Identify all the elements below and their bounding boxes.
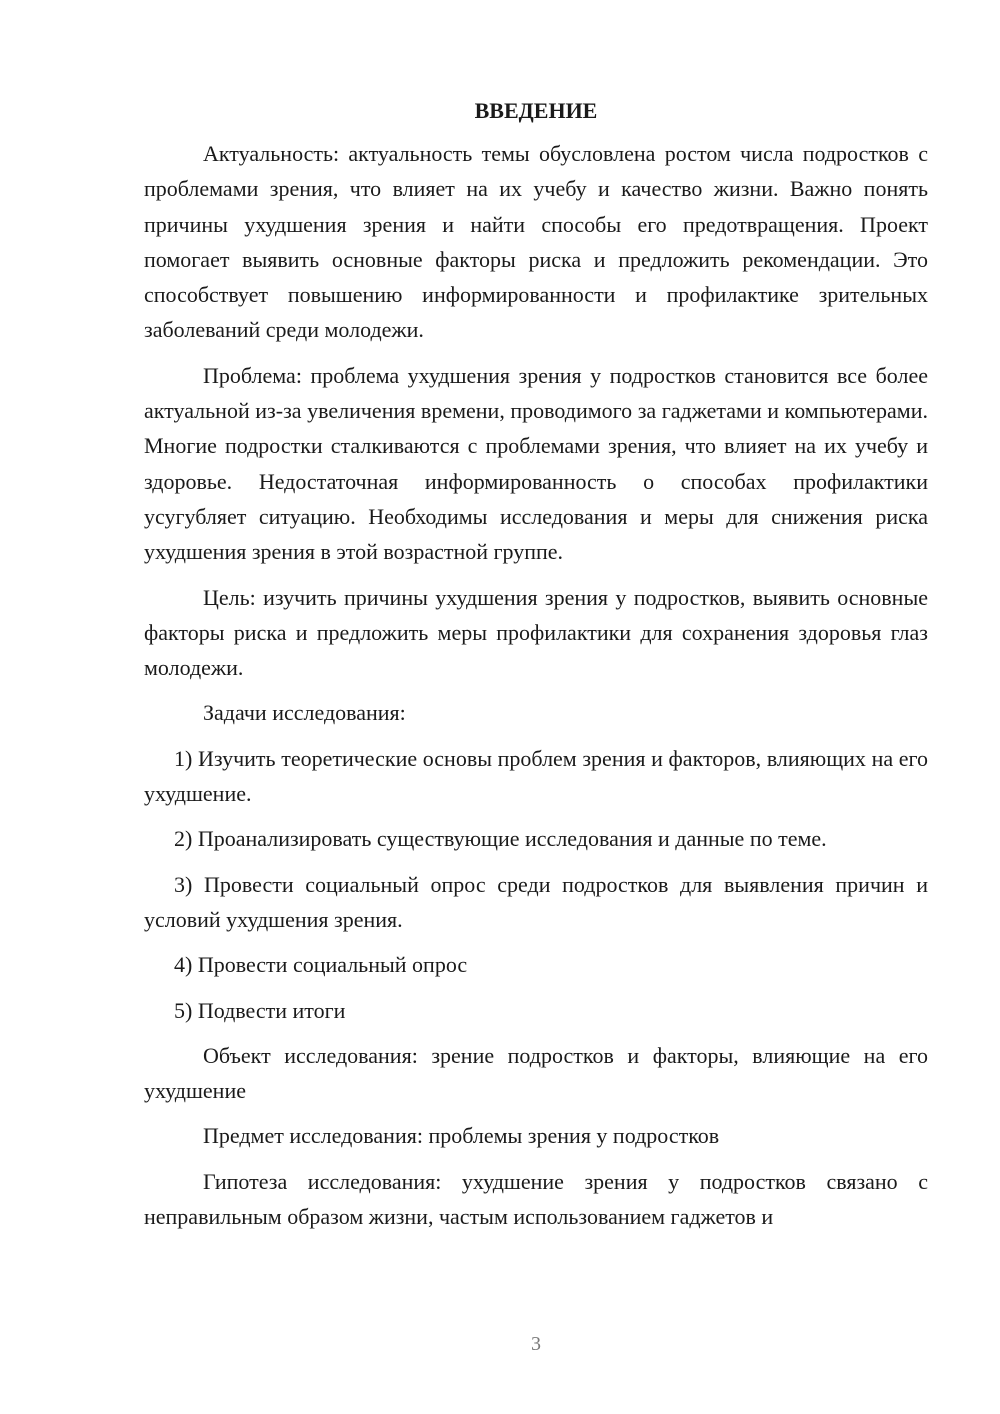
task-item-5: 5) Подвести итоги [174,997,346,1023]
relevance-paragraph: Актуальность: актуальность темы обусловлена ростом числа подростков с проблемами зрения, что влияет на их учебу и качество жизни. Важно понять причины ухудшения зрения и найти способы его предотвращения. Проект помогает выявить основные факторы риска и предложить рекомендации. Это способствует повышению информированности и профилактике зрительных заболеваний среди молодежи. [144,141,928,343]
task-item-4: 4) Провести социальный опрос [174,952,468,978]
subject-paragraph: Предмет исследования: проблемы зрения у подростков [203,1123,720,1149]
page-title: ВВЕДЕНИЕ [474,98,598,123]
hypothesis-paragraph: Гипотеза исследования: ухудшение зрения у подростков связано с неправильным образом жизни, частым использованием гаджетов и [144,1168,928,1230]
tasks-title: Задачи исследования: [203,700,406,726]
page-body [144,96,928,1244]
task-item-1: 1) Изучить теоретические основы проблем зрения и факторов, влияющих на его ухудшение. [144,745,928,807]
goal-paragraph: Цель: изучить причины ухудшения зрения у подростков, выявить основные факторы риска и предложить меры профилактики для сохранения здоровья глаз молодежи. [144,584,928,681]
task-item-2: 2) Проанализировать существующие исследования и данные по теме. [174,826,827,852]
page-number: 3 [531,1333,541,1355]
object-paragraph: Объект исследования: зрение подростков и факторы, влияющие на его ухудшение [144,1042,928,1104]
task-item-3: 3) Провести социальный опрос среди подростков для выявления причин и условий ухудшения зрения. [144,871,928,932]
problem-paragraph: Проблема: проблема ухудшения зрения у подростков становится все более актуальной из-за увеличения времени, проводимого за гаджетами и компьютерами. Многие подростки сталкиваются с проблемами зрения, что влияет на их учебу и здоровье. Недостаточная информированность о способах профилактики усугубляет ситуацию. Необходимы исследования и меры для снижения риска ухудшения зрения в этой возрастной группе. [144,362,928,565]
